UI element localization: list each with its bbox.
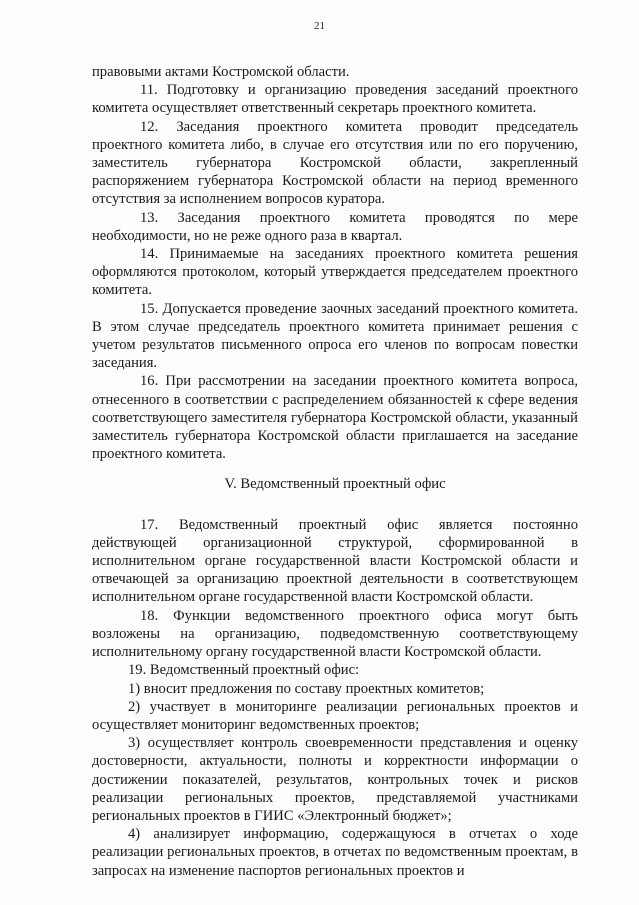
paragraph: 16. При рассмотрении на заседании проектного комитета вопроса, отнесенного в соответствии с распределением обязанностей к сфере ведения соответствующего заместителя губернатора Костромской области, указанный заместитель губернатора Костромской области приглашается на заседание проектного комитета. (92, 373, 578, 463)
paragraph: 13. Заседания проектного комитета проводятся по мере необходимости, но не реже одного раза в квартал. (92, 209, 578, 244)
paragraph: 18. Функции ведомственного проектного офиса могут быть возложены на организацию, подведомственную соответствующему исполнительному органу государственной власти Костромской области. (92, 607, 578, 661)
list-item: 2) участвует в мониторинге реализации региональных проектов и осуществляет мониторинг ведомственных проектов; (92, 698, 578, 733)
paragraph: 14. Принимаемые на заседаниях проектного комитета решения оформляются протоколом, который утверждается председателем проектного комитета. (92, 246, 578, 299)
list-item: 4) анализирует информацию, содержащуюся в отчетах о ходе реализации региональных проектов, в отчетах по ведомственным проектам, в запросах на изменение паспортов региональных проектов и (92, 826, 578, 879)
list-item: 3) осуществляет контроль своевременности представления и оценку достоверности, актуальности, полноты и корректности информации о достижении показателей, результатов, контрольных точек и рисков реализации региональных проектов, представляемой участниками региональных проектов в ГИИС «Электронный бюджет»; (92, 735, 578, 824)
list-item: 1) вносит предложения по составу проектных комитетов; (128, 680, 485, 697)
paragraph: правовыми актами Костромской области. (92, 64, 350, 80)
paragraph: 12. Заседания проектного комитета проводит председатель проектного комитета либо, в случае его отсутствия или по его поручению, заместитель губернатора Костромской области, закрепленный распоряжением губернатора Костромской области на период временного отсутствия за исполнением вопросов куратора. (92, 118, 578, 208)
page-number: 21 (314, 20, 325, 32)
paragraph: 11. Подготовку и организацию проведения заседаний проектного комитета осуществляет ответственный секретарь проектного комитета. (92, 82, 578, 117)
paragraph: 15. Допускается проведение заочных заседаний проектного комитета. В этом случае председатель проектного комитета принимает решения с учетом результатов письменного опроса его членов по вопросам повестки заседания. (92, 300, 578, 372)
paragraph: 17. Ведомственный проектный офис является постоянно действующей организационной структурой, сформированной в исполнительном органе государственной власти Костромской области и отвечающей за организацию проектной деятельности в соответствующем исполнительном органе государственной власти Костромской области. (92, 516, 578, 606)
document-body (92, 63, 578, 880)
section-heading: V. Ведомственный проектный офис (224, 476, 446, 493)
paragraph: 19. Ведомственный проектный офис: (128, 662, 360, 679)
